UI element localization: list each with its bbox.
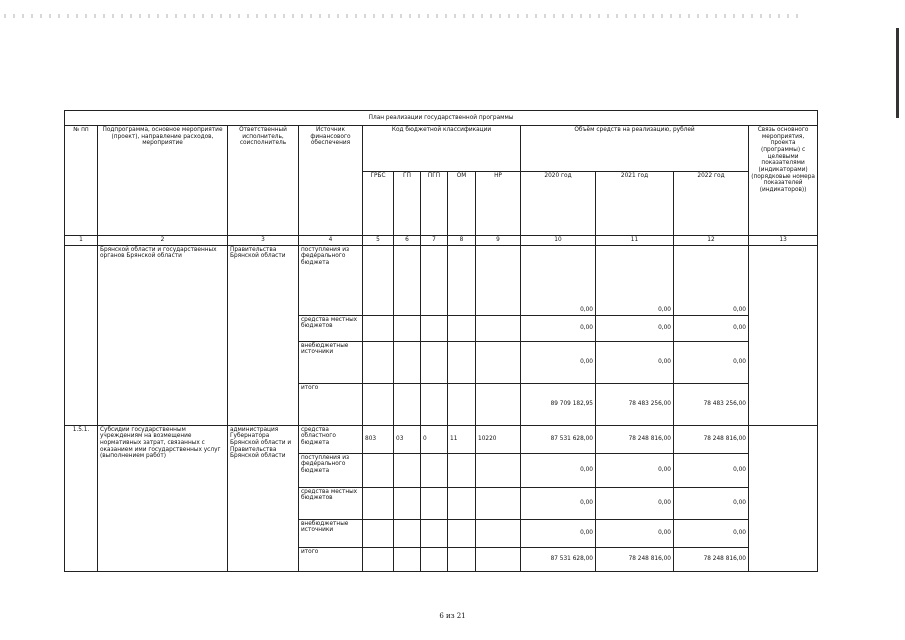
source-cell: средства местных бюджетов: [299, 487, 363, 519]
amount-2021: 0,00: [596, 453, 674, 487]
amount-2021: 0,00: [596, 315, 674, 341]
amount-2020: 0,00: [521, 341, 596, 383]
amount-2020: 89 709 182,95: [521, 383, 596, 425]
col-number: 1: [65, 236, 98, 246]
amount-2021: 78 483 256,00: [596, 383, 674, 425]
header-nr: НР: [476, 172, 521, 236]
col-number: 9: [476, 236, 521, 246]
amount-2022: 78 483 256,00: [674, 383, 749, 425]
col-number: 8: [448, 236, 476, 246]
col-number: 7: [421, 236, 448, 246]
header-year-2022: 2022 год: [674, 172, 749, 236]
amount-2022: 78 248 816,00: [674, 547, 749, 571]
source-cell: итого: [299, 547, 363, 571]
amount-2021: 78 248 816,00: [596, 425, 674, 453]
header-year-2020: 2020 год: [521, 172, 596, 236]
col-number: 13: [749, 236, 818, 246]
col-number: 10: [521, 236, 596, 246]
col-number: 11: [596, 236, 674, 246]
program-plan-table: [64, 110, 818, 572]
amount-2022: 0,00: [674, 341, 749, 383]
source-cell: внебюджетные источники: [299, 341, 363, 383]
source-cell: итого: [299, 383, 363, 425]
amount-2020: 87 531 628,00: [521, 425, 596, 453]
header-executor: Ответственный исполнитель, соисполнитель: [228, 126, 299, 236]
col-number: 12: [674, 236, 749, 246]
amount-2020: 87 531 628,00: [521, 547, 596, 571]
header-pgp: ПГП: [421, 172, 448, 236]
table-title: План реализации государственной программы: [65, 111, 818, 126]
kbk-pgp: 0: [421, 425, 448, 453]
kbk-om: 11: [448, 425, 476, 453]
link-cell: [749, 425, 818, 571]
kbk-gp: 03: [394, 425, 421, 453]
source-cell: поступления из федерального бюджета: [299, 245, 363, 315]
header-year-2021: 2021 год: [596, 172, 674, 236]
scan-edge-mark: [896, 28, 899, 118]
amount-2020: 0,00: [521, 487, 596, 519]
source-cell: внебюджетные источники: [299, 519, 363, 547]
measure-name: Брянской области и государственных органов Брянской области: [98, 245, 228, 425]
col-number: 5: [363, 236, 394, 246]
kbk-nr: 10220: [476, 425, 521, 453]
link-cell: [749, 245, 818, 425]
col-number: 3: [228, 236, 299, 246]
amount-2020: 0,00: [521, 315, 596, 341]
source-cell: средства местных бюджетов: [299, 315, 363, 341]
amount-2022: 78 248 816,00: [674, 425, 749, 453]
row-num-cell: 1.5.1.: [65, 425, 98, 571]
col-number: 2: [98, 236, 228, 246]
amount-2020: 0,00: [521, 519, 596, 547]
amount-2022: 0,00: [674, 245, 749, 315]
amount-2021: 0,00: [596, 341, 674, 383]
scan-noise: [4, 14, 804, 18]
amount-2022: 0,00: [674, 453, 749, 487]
amount-2022: 0,00: [674, 519, 749, 547]
measure-name: Субсидии государственным учреждениям на возмещение нормативных затрат, связанных с оказанием ими государственных услуг (выполнением работ): [98, 425, 228, 571]
header-kbk: Код бюджетной классификации: [363, 126, 521, 172]
amount-2021: 78 248 816,00: [596, 547, 674, 571]
amount-2021: 0,00: [596, 519, 674, 547]
executor-name: администрация Губернатора Брянской области и Правительства Брянской области: [228, 425, 299, 571]
header-grbs: ГРБС: [363, 172, 394, 236]
page-number: 6 из 21: [439, 612, 466, 620]
amount-2022: 0,00: [674, 487, 749, 519]
amount-2021: 0,00: [596, 245, 674, 315]
header-om: ОМ: [448, 172, 476, 236]
col-number: 6: [394, 236, 421, 246]
amount-2021: 0,00: [596, 487, 674, 519]
header-amount: Объём средств на реализацию, рублей: [521, 126, 749, 172]
header-num: № пп: [65, 126, 98, 236]
amount-2020: 0,00: [521, 453, 596, 487]
kbk-grbs: 803: [363, 425, 394, 453]
executor-name: Правительства Брянской области: [228, 245, 299, 425]
row-num-cell: [65, 245, 98, 425]
header-gp: ГП: [394, 172, 421, 236]
header-link: Связь основного мероприятия, проекта (программы) с целевыми показателями (индикаторами) (порядковые номера показателей (индикаторов)): [749, 126, 818, 236]
amount-2020: 0,00: [521, 245, 596, 315]
amount-2022: 0,00: [674, 315, 749, 341]
header-name: Подпрограмма, основное мероприятие (проект), направление расходов, мероприятие: [98, 126, 228, 236]
source-cell: поступления из федерального бюджета: [299, 453, 363, 487]
col-number: 4: [299, 236, 363, 246]
header-source: Источник финансового обеспечения: [299, 126, 363, 236]
source-cell: средства областного бюджета: [299, 425, 363, 453]
